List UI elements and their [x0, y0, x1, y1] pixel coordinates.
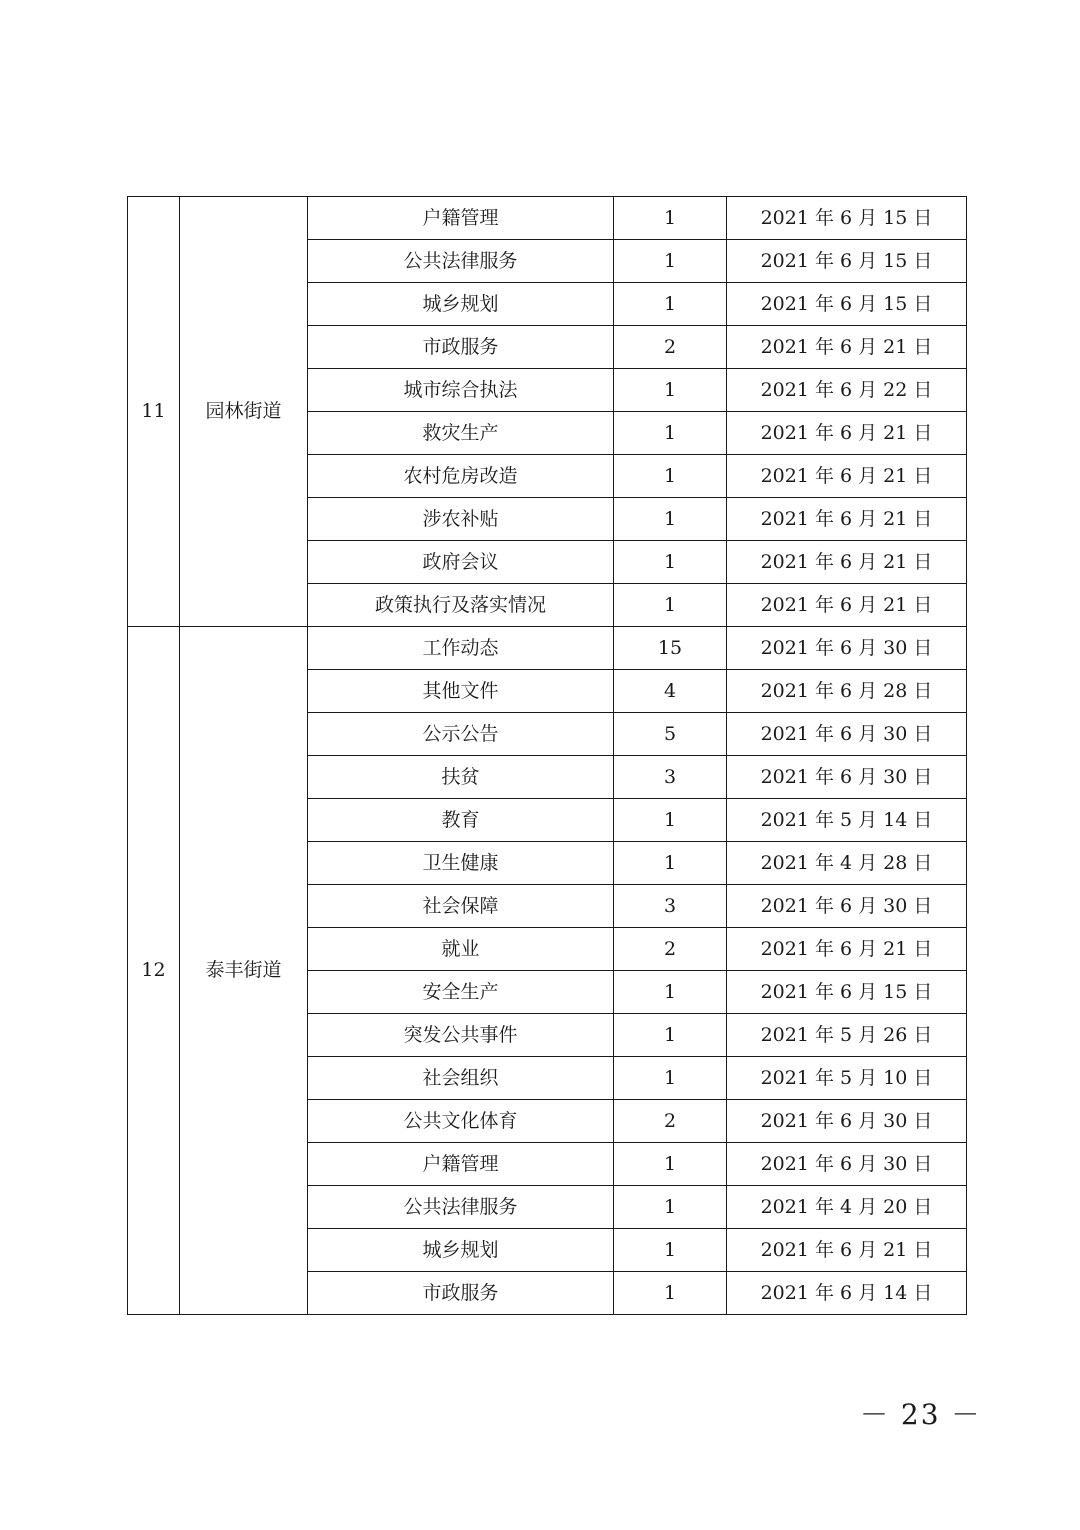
date-cell: 2021 年 6 月 21 日: [727, 326, 967, 369]
count-cell: 1: [614, 971, 727, 1014]
count-cell: 1: [614, 412, 727, 455]
category-cell: 市政服务: [308, 1272, 614, 1315]
count-cell: 1: [614, 1143, 727, 1186]
category-cell: 公共法律服务: [308, 1186, 614, 1229]
count-cell: 1: [614, 1014, 727, 1057]
category-cell: 教育: [308, 799, 614, 842]
category-cell: 公共文化体育: [308, 1100, 614, 1143]
count-cell: 1: [614, 1057, 727, 1100]
category-cell: 卫生健康: [308, 842, 614, 885]
table-row: [128, 197, 967, 240]
count-cell: 2: [614, 326, 727, 369]
date-cell: 2021 年 6 月 21 日: [727, 412, 967, 455]
count-cell: 1: [614, 498, 727, 541]
date-cell: 2021 年 4 月 20 日: [727, 1186, 967, 1229]
category-cell: 社会保障: [308, 885, 614, 928]
date-cell: 2021 年 6 月 30 日: [727, 713, 967, 756]
count-cell: 2: [614, 928, 727, 971]
count-cell: 1: [614, 541, 727, 584]
date-cell: 2021 年 6 月 21 日: [727, 498, 967, 541]
category-cell: 涉农补贴: [308, 498, 614, 541]
category-cell: 救灾生产: [308, 412, 614, 455]
category-cell: 农村危房改造: [308, 455, 614, 498]
category-cell: 其他文件: [308, 670, 614, 713]
row-index-cell: 12: [128, 627, 180, 1315]
date-cell: 2021 年 6 月 30 日: [727, 756, 967, 799]
disclosure-table: [127, 196, 967, 1315]
category-cell: 城乡规划: [308, 283, 614, 326]
table-body: [128, 197, 967, 1315]
date-cell: 2021 年 6 月 28 日: [727, 670, 967, 713]
category-cell: 城市综合执法: [308, 369, 614, 412]
unit-name-cell: 泰丰街道: [180, 627, 308, 1315]
date-cell: 2021 年 6 月 21 日: [727, 541, 967, 584]
count-cell: 4: [614, 670, 727, 713]
count-cell: 1: [614, 584, 727, 627]
date-cell: 2021 年 6 月 21 日: [727, 584, 967, 627]
date-cell: 2021 年 6 月 21 日: [727, 928, 967, 971]
page-number: － 23 －: [860, 1398, 982, 1431]
unit-name-cell: 园林街道: [180, 197, 308, 627]
count-cell: 1: [614, 842, 727, 885]
category-cell: 城乡规划: [308, 1229, 614, 1272]
date-cell: 2021 年 5 月 26 日: [727, 1014, 967, 1057]
category-cell: 安全生产: [308, 971, 614, 1014]
date-cell: 2021 年 6 月 15 日: [727, 240, 967, 283]
row-index-cell: 11: [128, 197, 180, 627]
date-cell: 2021 年 6 月 30 日: [727, 627, 967, 670]
count-cell: 1: [614, 455, 727, 498]
category-cell: 政策执行及落实情况: [308, 584, 614, 627]
count-cell: 1: [614, 283, 727, 326]
category-cell: 政府会议: [308, 541, 614, 584]
count-cell: 1: [614, 1272, 727, 1315]
date-cell: 2021 年 6 月 21 日: [727, 1229, 967, 1272]
date-cell: 2021 年 6 月 15 日: [727, 971, 967, 1014]
count-cell: 1: [614, 799, 727, 842]
category-cell: 就业: [308, 928, 614, 971]
date-cell: 2021 年 6 月 22 日: [727, 369, 967, 412]
category-cell: 户籍管理: [308, 197, 614, 240]
count-cell: 1: [614, 1186, 727, 1229]
date-cell: 2021 年 6 月 30 日: [727, 1100, 967, 1143]
date-cell: 2021 年 5 月 14 日: [727, 799, 967, 842]
table-row: [128, 627, 967, 670]
count-cell: 1: [614, 197, 727, 240]
date-cell: 2021 年 6 月 15 日: [727, 283, 967, 326]
category-cell: 突发公共事件: [308, 1014, 614, 1057]
category-cell: 工作动态: [308, 627, 614, 670]
count-cell: 1: [614, 369, 727, 412]
count-cell: 1: [614, 1229, 727, 1272]
count-cell: 3: [614, 756, 727, 799]
count-cell: 15: [614, 627, 727, 670]
date-cell: 2021 年 6 月 30 日: [727, 1143, 967, 1186]
category-cell: 市政服务: [308, 326, 614, 369]
count-cell: 1: [614, 240, 727, 283]
category-cell: 户籍管理: [308, 1143, 614, 1186]
count-cell: 2: [614, 1100, 727, 1143]
category-cell: 扶贫: [308, 756, 614, 799]
category-cell: 公示公告: [308, 713, 614, 756]
date-cell: 2021 年 4 月 28 日: [727, 842, 967, 885]
date-cell: 2021 年 6 月 21 日: [727, 455, 967, 498]
count-cell: 5: [614, 713, 727, 756]
date-cell: 2021 年 6 月 30 日: [727, 885, 967, 928]
category-cell: 公共法律服务: [308, 240, 614, 283]
date-cell: 2021 年 6 月 14 日: [727, 1272, 967, 1315]
date-cell: 2021 年 5 月 10 日: [727, 1057, 967, 1100]
date-cell: 2021 年 6 月 15 日: [727, 197, 967, 240]
count-cell: 3: [614, 885, 727, 928]
category-cell: 社会组织: [308, 1057, 614, 1100]
